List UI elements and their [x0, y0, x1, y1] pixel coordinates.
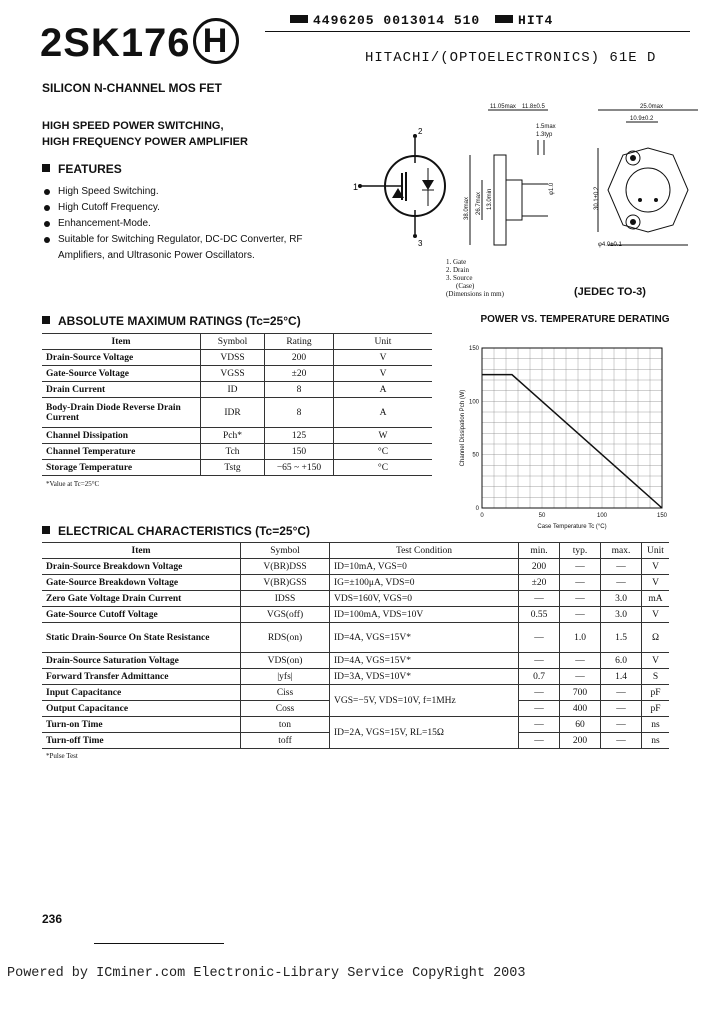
- table-header: Item Symbol Test Condition min. typ. max. Unit: [42, 543, 669, 559]
- table-row: Forward Transfer Admittance |yfs| ID=3A, VDS=10V* 0.7 — 1.4 S: [42, 669, 669, 685]
- svg-text:1: 1: [353, 182, 359, 192]
- jedec-label: (JEDEC TO-3): [574, 286, 646, 298]
- svg-text:3: 3: [418, 239, 423, 248]
- package-outline-drawing: [458, 100, 703, 260]
- header-rule: [265, 31, 690, 32]
- pin-legend: 1. Gate 2. Drain 3. Source (Case) (Dimensions in mm): [446, 258, 504, 298]
- table-row: Drain-Source Voltage VDSS 200 V: [42, 350, 432, 366]
- x-axis-label: Case Temperature Tc (°C): [537, 524, 607, 530]
- table-row: Gate-Source Cutoff Voltage VGS(off) ID=100mA, VDS=10V 0.55 — 3.0 V: [42, 607, 669, 623]
- chart-title: POWER VS. TEMPERATURE DERATING: [480, 314, 670, 325]
- y-tick-label: 100: [468, 399, 479, 406]
- dim-label: 10.9±0.2: [630, 116, 654, 122]
- svg-text:2: 2: [418, 128, 423, 136]
- table-row: Drain-Source Saturation Voltage VDS(on) ID=4A, VGS=15V* — — 6.0 V: [42, 653, 669, 669]
- y-axis-label: Channel Dissipation Pch (W): [460, 389, 466, 467]
- dim-label: 30.1±0.2: [594, 186, 600, 210]
- x-tick-label: 0: [480, 513, 484, 519]
- ratings-table: [42, 333, 432, 476]
- footer-rule: [94, 943, 224, 944]
- dim-label: 11.05max: [490, 104, 516, 110]
- part-suffix-badge: H: [193, 18, 239, 64]
- table-row: Static Drain-Source On State Resistance RDS(on) ID=4A, VGS=15V* — 1.0 1.5 Ω: [42, 623, 669, 653]
- table-header: Item Symbol Rating Unit: [42, 334, 432, 350]
- y-tick-label: 0: [475, 506, 479, 512]
- part-number: 2SK176 H: [40, 18, 239, 67]
- mosfet-symbol: [350, 128, 450, 248]
- table-row: Channel Dissipation Pch* 125 W: [42, 428, 432, 444]
- electrical-heading: ELECTRICAL CHARACTERISTICS (Tc=25°C): [42, 524, 310, 538]
- dim-label: 11.8±0.5: [522, 104, 545, 110]
- feature-item: Suitable for Switching Regulator, DC-DC Converter, RF Amplifiers, and Ultrasonic Power Oscillators.: [42, 232, 348, 264]
- x-tick-label: 150: [656, 513, 668, 519]
- page-number: 236: [42, 912, 63, 926]
- features-heading: FEATURES: [42, 162, 122, 176]
- dim-label: 25.0max: [640, 104, 664, 110]
- ratings-note: *Value at Tc=25°C: [46, 480, 100, 488]
- table-row: Turn-off Time toff — 200 — ns: [42, 733, 669, 749]
- table-row: Output Capacitance Coss — 400 — pF: [42, 701, 669, 717]
- derating-chart: [452, 340, 692, 535]
- feature-item: High Cutoff Frequency.: [42, 200, 348, 216]
- catalog-code: 4496205 0013014 510 HIT4: [290, 13, 553, 28]
- dim-label: φ1.0: [549, 182, 555, 195]
- dim-label: 26.7max: [476, 191, 482, 215]
- x-tick-label: 100: [596, 513, 608, 519]
- table-row: Channel Temperature Tch 150 °C: [42, 444, 432, 460]
- maker-line: HITACHI/(OPTOELECTRONICS) 61E D: [365, 50, 657, 66]
- dim-label: 1.3typ: [536, 132, 553, 138]
- ratings-heading: ABSOLUTE MAXIMUM RATINGS (Tc=25°C): [42, 314, 301, 328]
- table-row: Drain Current ID 8 A: [42, 382, 432, 398]
- table-row: Gate-Source Breakdown Voltage V(BR)GSS IG=±100μA, VDS=0 ±20 — — V: [42, 575, 669, 591]
- table-row: Zero Gate Voltage Drain Current IDSS VDS=160V, VGS=0 — — 3.0 mA: [42, 591, 669, 607]
- dim-label: φ4.0±0.1: [598, 242, 622, 248]
- table-row: Storage Temperature Tstg −65 ~ +150 °C: [42, 460, 432, 476]
- x-tick-label: 50: [538, 513, 546, 519]
- table-row: Drain-Source Breakdown Voltage V(BR)DSS ID=10mA, VGS=0 200 — — V: [42, 559, 669, 575]
- footer-credit: Powered by ICminer.com Electronic-Library Service CopyRight 2003: [7, 966, 526, 981]
- y-tick-label: 150: [468, 346, 479, 352]
- electrical-table: [42, 542, 669, 749]
- feature-item: High Speed Switching.: [42, 184, 348, 200]
- table-row: Gate-Source Voltage VGSS ±20 V: [42, 366, 432, 382]
- table-row: Body-Drain Diode Reverse Drain Current IDR 8 A: [42, 398, 432, 428]
- device-type: SILICON N-CHANNEL MOS FET: [42, 81, 222, 95]
- feature-item: Enhancement-Mode.: [42, 216, 348, 232]
- dim-label: 13.0min: [487, 188, 493, 210]
- application-line-2: HIGH FREQUENCY POWER AMPLIFIER: [42, 136, 248, 148]
- features-list: [42, 184, 348, 264]
- pulse-note: *Pulse Test: [46, 752, 78, 760]
- derating-line: [482, 375, 662, 508]
- table-row: Turn-on Time ton ID=2A, VGS=15V, RL=15Ω — 60 — ns: [42, 717, 669, 733]
- application-line-1: HIGH SPEED POWER SWITCHING,: [42, 120, 224, 132]
- dim-label: 38.0max: [464, 196, 470, 220]
- dim-label: 1.5max: [536, 124, 556, 130]
- table-row: Input Capacitance Ciss VGS=−5V, VDS=10V, f=1MHz — 700 — pF: [42, 685, 669, 701]
- y-tick-label: 50: [472, 452, 479, 459]
